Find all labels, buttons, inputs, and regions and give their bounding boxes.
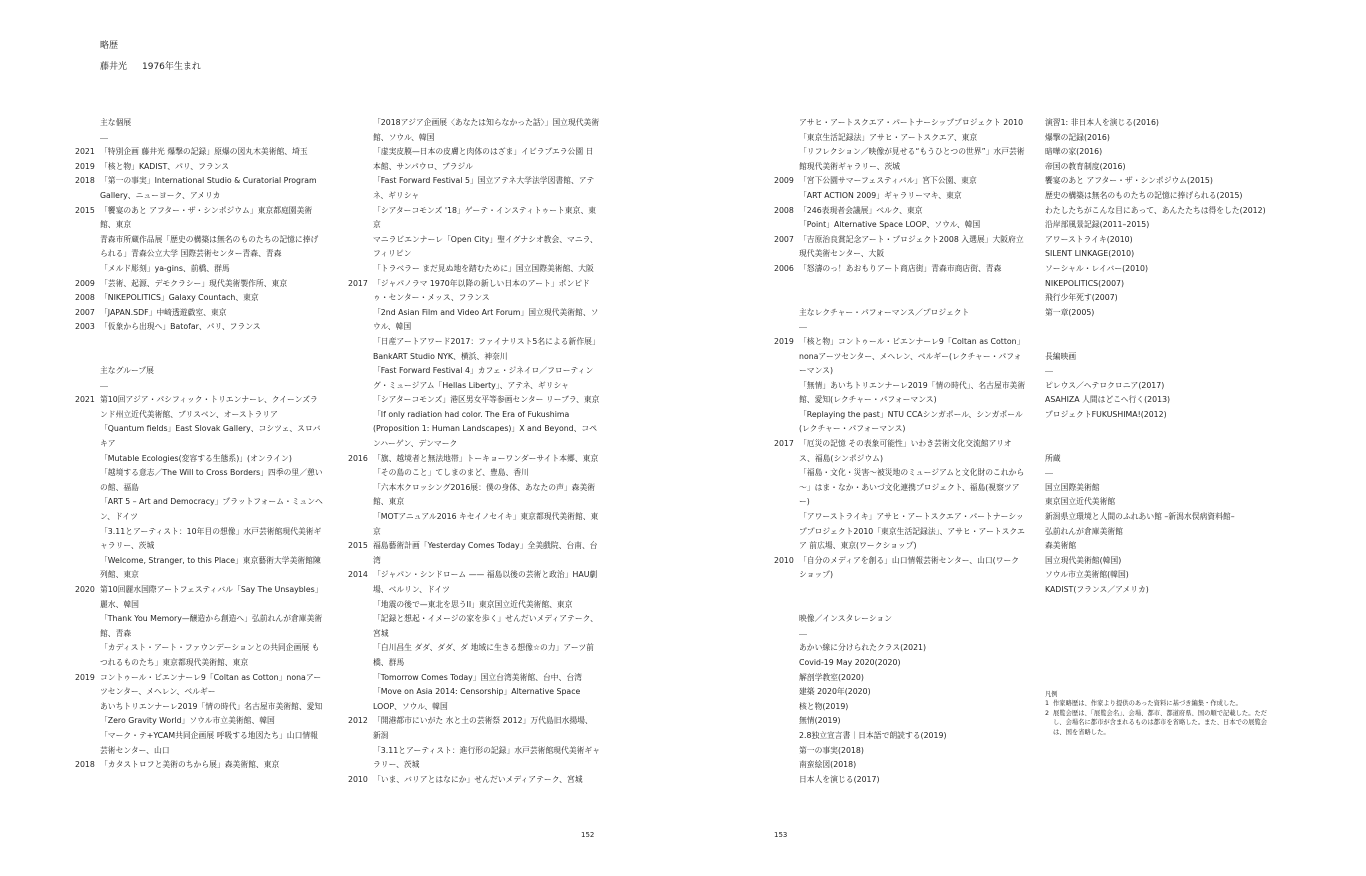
list-item (348, 364, 600, 393)
entry-year (348, 598, 373, 613)
list-item: 飛行少年死す(2007) (1045, 293, 1118, 303)
entry-text: 「2018アジア企画展〈あなたは知らなかった話〉」国立現代美術館、ソウル、韓国 (373, 118, 600, 142)
list-item (774, 145, 1026, 174)
entry-year (348, 466, 373, 481)
list-item: 解剖学教室(2020) (799, 672, 864, 682)
entry-text: コントゥール・ビエンナーレ9「Coltan as Cotton」nonaアーツセンター、メヘレン、ベルギー (100, 672, 322, 697)
list-item: NIKEPOLITICS(2007) (1045, 278, 1125, 288)
list-item (774, 189, 1026, 204)
entry-text: 「3.11とアーティスト：進行形の記録」水戸芸術館現代美術ギャラリー、茨城 (373, 745, 601, 770)
entry-year (75, 466, 100, 495)
list-item (75, 145, 325, 160)
section-rule (799, 627, 1026, 642)
list-item (75, 583, 325, 612)
entry-text: 「246表現者会議展」ベルク、東京 (799, 205, 923, 215)
spacer (774, 277, 1026, 306)
list-item: 第一章(2005) (1045, 307, 1095, 317)
entry-text: 「カディスト・アート・ファウンデーションとの共同企画展 もつれるものたち」東京都現代美術館、東京 (100, 643, 320, 667)
entry-text: 「ART ACTION 2009」ギャラリーマキ、東京 (799, 190, 962, 200)
list-item (348, 306, 600, 335)
list-item: 饗宴のあと アフター・ザ・シンポジウム(2015) (1045, 176, 1213, 186)
list-item (75, 466, 325, 495)
section-title-collection: 所蔵 (1045, 453, 1061, 463)
entry-text: 「3.11とアーティスト：10年目の想像」水戸芸術館現代美術ギャラリー、茨城 (100, 526, 322, 551)
entry-year (774, 408, 799, 437)
list-item (774, 218, 1026, 233)
entry-year (75, 422, 100, 451)
list-item (348, 335, 600, 364)
entry-year: 2007 (774, 234, 794, 244)
list-item (75, 277, 325, 292)
entry-year: 2010 (774, 555, 794, 565)
list-item (774, 262, 1026, 277)
entry-text: 「リフレクション／映像が見せる“もうひとつの世界”」水戸芸術館現代美術ギャラリー、茨城 (799, 147, 1025, 171)
entry-year: 2016 (348, 453, 368, 463)
entry-text: 「Fast Forward Festival 5」国立アテネ大学法学図書館、アテネ、ギリシャ (373, 176, 595, 200)
entry-text: 「記録と想起・イメージの家を歩く」せんだいメディアテーク、宮城 (373, 614, 598, 638)
entry-text: 「自分のメディアを創る」山口情報芸術センター、山口(ワークショップ) (799, 555, 1020, 580)
entry-text: 「核と物」KADIST、パリ、フランス (100, 161, 230, 171)
entry-year: 2019 (774, 336, 794, 346)
entry-text: 「Zero Gravity World」ソウル市立美術館、韓国 (100, 716, 275, 726)
entry-year (348, 685, 373, 714)
entry-text: 「いま、バリアとはなにか」せんだいメディアテーク、宮城 (373, 774, 583, 784)
entry-text: 「ジャパノラマ 1970年以降の新しい日本のアート」ポンピドゥ・センター・メッス、フランス (373, 278, 590, 303)
entry-year: 2008 (75, 293, 95, 303)
entry-text: マニラビエンナーレ「Open City」聖イグナシオ教会、マニラ、フィリピン (373, 234, 598, 259)
entry-text: 「仮象から出現へ」Batofar、パリ、フランス (100, 322, 261, 332)
entry-text: 「開港都市にいがた 水と土の芸術祭 2012」万代島旧水揚場、新潟 (373, 716, 593, 740)
note-item (1045, 709, 1275, 737)
entry-year (348, 393, 373, 408)
list-item: 国立現代美術館(韓国) (1045, 555, 1122, 565)
list-item: ソウル市立美術館(韓国) (1045, 570, 1129, 580)
list-item (75, 714, 325, 729)
entry-year (774, 510, 799, 554)
list-item (348, 481, 600, 510)
spacer (75, 335, 325, 364)
list-item (348, 233, 600, 262)
entry-text: 「Quantum fields」East Slovak Gallery、コシツェ、スロバキア (100, 424, 321, 449)
list-item: 暗嘩の家(2016) (1045, 147, 1103, 157)
entry-text: 第10回アジア・パシフィック・トリエンナーレ、クイーンズランド州立近代美術館、ブリスベン、オーストラリア (100, 395, 318, 419)
entry-year (348, 510, 373, 539)
entry-year (348, 262, 373, 277)
entry-text: 第10回麗水国際アートフェスティバル「Say The Unsaybles」麗水、韓国 (100, 585, 323, 609)
page-number-left: 152 (581, 831, 595, 839)
list-item (75, 495, 325, 524)
list-item (75, 422, 325, 451)
entry-year (348, 612, 373, 641)
note-text: 展覧会歴は、「展覧会名」、会場、都市、都道府県、国の順で記載した。ただし、会場名に都市が含まれるものは都市を省略した。また、日本での展覧会は、国を省略した。 (1053, 709, 1268, 736)
entry-year: 2018 (75, 760, 95, 770)
list-item (348, 408, 600, 452)
list-item (774, 116, 1026, 131)
entry-year (774, 145, 799, 174)
list-item (348, 145, 600, 174)
list-item (774, 174, 1026, 189)
entry-year: 2015 (75, 205, 95, 215)
list-item (348, 685, 600, 714)
section-rule (1045, 466, 1280, 481)
solo-exhibition-list (75, 145, 325, 335)
list-item (774, 554, 1026, 583)
entry-year: 2006 (774, 263, 794, 273)
spacer (1045, 422, 1280, 451)
list-item: 第一の事実(2018) (799, 745, 864, 755)
list-item (348, 598, 600, 613)
entry-year (348, 233, 373, 262)
list-item (75, 204, 325, 233)
list-item: 弘前れんが倉庫美術館 (1045, 526, 1123, 536)
list-item: 歴史の構築は無名のものたちの記憶に捧げられる(2015) (1045, 190, 1243, 200)
list-item (348, 714, 600, 743)
entry-text: 「厄災の記憶 その表象可能性」いわき芸術文化交流館アリオス、福島(シンポジウム) (799, 439, 1012, 463)
spacer (1045, 320, 1280, 349)
entry-text: 「地震の後で—東北を思うII」東京国立近代美術館、東京 (373, 599, 573, 609)
list-item (75, 729, 325, 758)
entry-year: 2018 (75, 176, 95, 186)
list-item: 無情(2019) (799, 716, 841, 726)
entry-text: 「旗、越境者と無法地帯」トーキョーワンダーサイト本郷、東京 (373, 453, 599, 463)
list-item: わたしたちがこんな目にあって、あんたたちは得をした(2012) (1045, 205, 1266, 215)
entry-year: 2017 (348, 278, 368, 288)
entry-year: 2014 (348, 570, 368, 580)
spacer (774, 583, 1026, 612)
section-rule (799, 320, 1026, 335)
list-item (75, 174, 325, 203)
lecture-list (774, 335, 1026, 583)
list-item (774, 510, 1026, 554)
list-item (774, 335, 1026, 379)
column-1 (75, 116, 325, 773)
entry-year: 2019 (75, 161, 95, 171)
entry-year (348, 174, 373, 203)
artist-birth: 1976年生まれ (142, 62, 201, 72)
list-item (348, 262, 600, 277)
entry-year (348, 481, 373, 510)
entry-text: アサヒ・アートスクエア・パートナーシッププロジェクト 2010 (799, 118, 1024, 127)
entry-year (75, 714, 100, 729)
group-exhibition-list-cont (774, 116, 1026, 277)
entry-year: 2020 (75, 585, 95, 594)
entry-text: 「マーク・テ+YCAM共同企画展 呼吸する地図たち」山口情報芸術センター、山口 (100, 730, 318, 755)
entry-year (348, 641, 373, 670)
list-item (75, 758, 325, 773)
entry-text: 「MOTアニュアル2016 キセイノセイキ」東京都現代美術館、東京 (373, 512, 599, 536)
entry-year (348, 204, 373, 233)
list-item (75, 554, 325, 583)
list-item: ASAHIZA 人間はどこへ行く(2013) (1045, 395, 1171, 405)
list-item: 東京国立近代美術館 (1045, 497, 1116, 507)
list-item (348, 204, 600, 233)
entry-text: 「無情」あいちトリエンナーレ2019「情の時代」、名古屋市美術館、愛知(レクチャー・パフォーマンス) (799, 380, 1026, 405)
note-text: 作家略歴は、作家より提供のあった資料に基づき編集・作成した。 (1053, 700, 1242, 708)
list-item (774, 379, 1026, 408)
list-item: アワーストライキ(2010) (1045, 234, 1133, 244)
list-item: 2.8独立宣言書｜日本語で朗読する(2019) (799, 730, 947, 740)
section-rule (100, 131, 325, 146)
entry-year (75, 729, 100, 758)
entry-text: 「Welcome, Stranger, to this Place」東京藝術大学美術館陳列館、東京 (100, 555, 321, 580)
entry-year (75, 641, 100, 670)
column-4 (1045, 116, 1280, 598)
entry-text: 「その島のこと」てしまのまど、豊島、香川 (373, 468, 529, 478)
list-item (75, 671, 325, 700)
list-item (75, 525, 325, 554)
list-item (75, 262, 325, 277)
column-2 (348, 116, 600, 787)
entry-text: 「六本木クロッシング2016展：僕の身体、あなたの声」森美術館、東京 (373, 482, 596, 507)
feature-film-list (1045, 379, 1280, 423)
list-item: SILENT LINKAGE(2010) (1045, 249, 1135, 259)
list-item (774, 408, 1026, 437)
entry-year (774, 189, 799, 204)
entry-text: 「宮下公園サマーフェスティバル」宮下公園、東京 (799, 176, 977, 186)
entry-text: 「東京生活記録法」アサヒ・アートスクエア、東京 (799, 132, 978, 142)
list-item (348, 744, 600, 773)
entry-year: 2021 (75, 395, 95, 405)
list-item (75, 393, 325, 422)
list-item (348, 510, 600, 539)
list-item: あかい線に分けられたクラス(2021) (799, 643, 927, 653)
entry-text: 「第一の事実」International Studio & Curatorial Program Gallery、ニューヨーク、アメリカ (100, 176, 317, 200)
list-item (774, 466, 1026, 510)
note-item (1045, 699, 1275, 708)
list-item (75, 306, 325, 321)
list-item (348, 277, 600, 306)
entry-year (348, 335, 373, 364)
entry-text: 「NIKEPOLITICS」Galaxy Countach、東京 (100, 293, 259, 303)
note-number: 2 (1045, 709, 1050, 717)
entry-year: 2015 (348, 541, 368, 551)
entry-text: 「JAPAN.SDF」中崎透遊戯室、東京 (100, 307, 227, 317)
entry-text: あいちトリエンナーレ2019「情の時代」名古屋市美術館、愛知 (100, 701, 323, 711)
list-item: 国立国際美術館 (1045, 482, 1100, 492)
notes-title: 凡例 (1045, 691, 1058, 698)
entry-text: 「アワーストライキ」アサヒ・アートスクエア・パートナーシッププロジェクト2010「東京生活記録法」、アサヒ・アートスクエア 前広場、東京(ワークショップ) (799, 512, 1025, 551)
entry-text: 「芸術、起源、デモクラシー」現代美術製作所、東京 (100, 278, 288, 288)
list-item (348, 539, 600, 568)
entry-text: 「怒濤のっ！あおもりアート商店街」青森市商店街、青森 (799, 263, 1002, 273)
entry-text: 「饗宴のあと アフター・ザ・シンポジウム」東京都庭園美術館、東京 (100, 205, 313, 230)
list-item (348, 641, 600, 670)
list-item: 爆撃の記録(2016) (1045, 132, 1110, 142)
list-item (348, 174, 600, 203)
notes-list (1045, 699, 1275, 737)
entry-text: 「ART 5 – Art and Democracy」プラットフォーム・ミュンヘン、ドイツ (100, 497, 323, 522)
entry-text: 「越境する意志／The Will to Cross Borders」四季の里／憩いの館、福島 (100, 468, 323, 492)
group-exhibition-list (75, 393, 325, 772)
entry-year (774, 218, 799, 233)
entry-text: 「Thank You Memory—醸造から創造へ」弘前れんが倉庫美術館、青森 (100, 614, 323, 638)
column-3 (774, 116, 1026, 787)
entry-text: 青森市所蔵作品展「歴史の構築は無名のものたちの記憶に捧げられる」青森公立大学 国際芸術センター青森、青森 (100, 234, 319, 259)
entry-year: 2017 (774, 439, 794, 449)
list-item: KADIST(フランス／アメリカ) (1045, 585, 1149, 594)
entry-year: 2021 (75, 147, 95, 157)
entry-text: 「カタストロフと美術のちから展」森美術館、東京 (100, 760, 280, 770)
video-list (774, 641, 1026, 787)
list-item (75, 452, 325, 467)
list-item: 演習1: 非日本人を演じる(2016) (1045, 118, 1159, 127)
list-item: Covid-19 May 2020(2020) (799, 657, 901, 667)
collection-list (1045, 481, 1280, 598)
section-title-lecture: 主なレクチャー・パフォーマンス／プロジェクト (799, 307, 970, 317)
entry-year (348, 116, 373, 145)
entry-text: 「Fast Forward Festival 4」カフェ・ジネイロ／フローティング・ミュージアム「Hellas Liberty」、アテネ、ギリシャ (373, 366, 594, 390)
list-item: 核と物(2019) (799, 701, 849, 711)
entry-text: 「特別企画 藤井光 爆撃の記録」原爆の図丸木美術館、埼玉 (100, 147, 308, 157)
list-item (774, 437, 1026, 466)
section-title-video: 映像／インスタレーション (799, 614, 893, 624)
entry-text: 「Mutable Ecologies(変容する生態系)」(オンライン) (100, 453, 292, 463)
list-item (348, 116, 600, 145)
list-item (348, 671, 600, 686)
list-item (75, 291, 325, 306)
artist-name: 藤井光 (100, 62, 128, 72)
entry-text: 「虚実皮膜—日本の皮膚と肉体のはざま」イビラプエラ公園 日本館、サンパウロ、ブラジル (373, 147, 594, 171)
note-number: 1 (1045, 700, 1050, 708)
entry-year (774, 116, 799, 131)
entry-year (348, 364, 373, 393)
entry-year (348, 744, 373, 773)
entry-text: 「シアターコモンズ」港区男女平等参画センター リーブラ、東京 (373, 395, 600, 405)
entry-year (75, 452, 100, 467)
section-title-feature: 長編映画 (1045, 351, 1077, 361)
list-item: ソーシャル・レイバー(2010) (1045, 263, 1149, 273)
entry-text: 「シアターコモンズ '18」ゲーテ・インスティトゥート東京、東京 (373, 205, 597, 230)
entry-year: 2019 (75, 672, 95, 682)
list-item (774, 204, 1026, 219)
video-list-cont (1045, 116, 1280, 320)
page-title: 略歴 (100, 41, 119, 51)
entry-text: 「If only radiation had color. The Era of Fukushima (Proposition 1: Human Landscapes)」X and Beyond、コペンハーゲン、デンマーク (373, 409, 597, 449)
list-item (348, 568, 600, 597)
entry-year (75, 554, 100, 583)
entry-year: 2007 (75, 307, 95, 317)
entry-text: 「福島・文化・災害～被災地のミュージアムと文化財のこれから～」はま・なか・あいづ文化連携プロジェクト、福島(視察ツアー) (799, 468, 1025, 507)
entry-year: 2009 (774, 176, 794, 186)
entry-year (348, 145, 373, 174)
entry-year: 2003 (75, 322, 95, 332)
list-item: 建築 2020年(2020) (799, 687, 871, 697)
list-item (75, 641, 325, 670)
entry-text: 「2nd Asian Film and Video Art Forum」国立現代美術館、ソウル、韓国 (373, 307, 599, 332)
list-item: プロジェクトFUKUSHIMA!(2012) (1045, 409, 1167, 419)
entry-year (75, 525, 100, 554)
section-title-solo: 主な個展 (100, 118, 132, 127)
entry-text: 「核と物」コントゥール・ビエンナーレ9「Coltan as Cotton」nonaアーツセンター、メヘレン、ベルギー(レクチャー・パフォーマンス) (799, 336, 1025, 376)
entry-year (774, 131, 799, 146)
entry-year (75, 233, 100, 262)
list-item: 沿岸部風景記録(2011–2015) (1045, 220, 1150, 230)
list-item (774, 131, 1026, 146)
page-number-right: 153 (774, 831, 788, 839)
entry-year (774, 379, 799, 408)
entry-year: 2010 (348, 774, 368, 784)
entry-year (75, 495, 100, 524)
list-item (75, 160, 325, 175)
list-item: 南蛮絵図(2018) (799, 760, 857, 770)
entry-year (75, 612, 100, 641)
list-item: 新潟県立環境と人間のふれあい館 –新潟水俣病資料館– (1045, 512, 1235, 522)
section-title-group: 主なグループ展 (100, 366, 154, 376)
list-item (75, 320, 325, 335)
notes (1045, 690, 1275, 737)
entry-text: 「ジャパン・シンドローム —— 福島以後の芸術と政治」HAU劇場、ベルリン、ドイツ (373, 570, 598, 594)
list-item: 日本人を演じる(2017) (799, 774, 880, 784)
entry-text: 「メルド彫刻」ya-gins、前橋、群馬 (100, 263, 230, 273)
entry-text: 「日産アートアワード2017：ファイナリスト5名による新作展」BankART Studio NYK、横浜、神奈川 (373, 336, 600, 361)
entry-text: 「吉原治良賞記念アート・プロジェクト2008 入選展」大阪府立現代美術センター、大阪 (799, 234, 1024, 259)
entry-year: 2009 (75, 278, 95, 288)
list-item (75, 233, 325, 262)
list-item: 帝国の教育制度(2016) (1045, 161, 1126, 171)
entry-year (348, 671, 373, 686)
list-item: 森美術館 (1045, 541, 1077, 551)
entry-year (75, 700, 100, 715)
section-rule (100, 379, 325, 394)
entry-text: 「トラベラー まだ見ぬ地を踏むために」国立国際美術館、大阪 (373, 263, 594, 273)
entry-year: 2012 (348, 716, 368, 726)
list-item (348, 452, 600, 467)
entry-year (774, 466, 799, 510)
entry-text: 「Point」Alternative Space LOOP、ソウル、韓国 (799, 220, 981, 230)
entry-text: 福島藝術計画「Yesterday Comes Today」全美戲院、台南、台湾 (373, 541, 598, 565)
list-item (348, 393, 600, 408)
list-item (348, 466, 600, 481)
entry-text: 「Replaying the past」NTU CCAシンガポール、シンガポール(レクチャー・パフォーマンス) (799, 409, 1023, 434)
list-item: ピレウス／ヘテロクロニア(2017) (1045, 380, 1165, 390)
entry-text: 「Move on Asia 2014: Censorship」Alternative Space LOOP、ソウル、韓国 (373, 687, 581, 711)
entry-year: 2008 (774, 205, 794, 215)
list-item (75, 700, 325, 715)
section-rule (1045, 364, 1280, 379)
entry-text: 「白川昌生 ダダ、ダダ、ダ 地域に生きる想像☆の力」アーツ前橋、群馬 (373, 643, 594, 667)
entry-year (348, 306, 373, 335)
entry-year (348, 408, 373, 452)
list-item (348, 773, 600, 788)
list-item (774, 233, 1026, 262)
list-item (75, 612, 325, 641)
entry-year (75, 262, 100, 277)
entry-text: 「Tomorrow Comes Today」国立台湾美術館、台中、台湾 (373, 672, 582, 682)
group-exhibition-list-cont (348, 116, 600, 787)
list-item (348, 612, 600, 641)
